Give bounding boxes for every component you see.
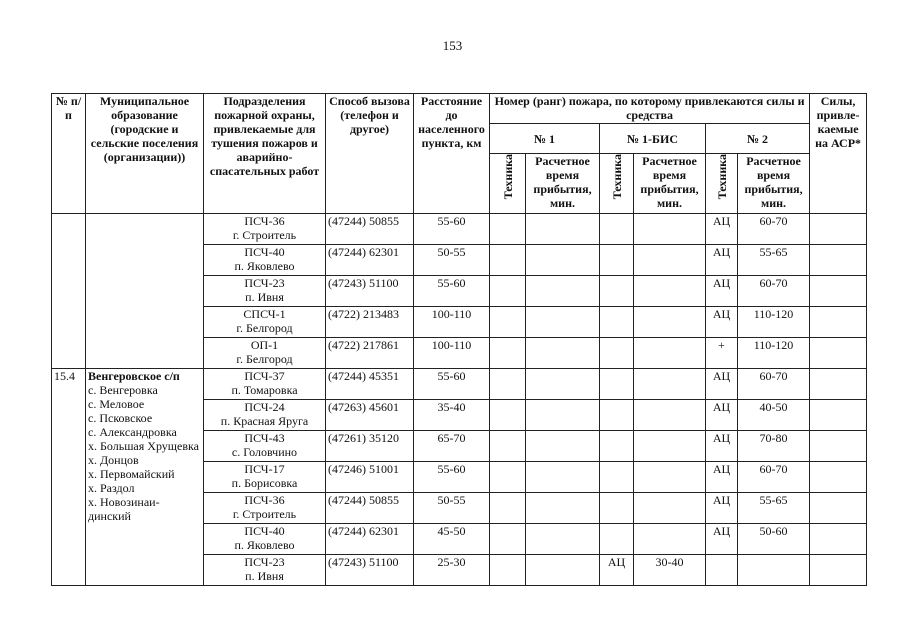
header-equipment-1: Техника bbox=[500, 154, 515, 200]
cell-ab bbox=[634, 338, 706, 369]
unit-location: п. Ивня bbox=[245, 290, 284, 304]
empty-municipality-cell bbox=[86, 307, 204, 338]
settlement-name: с. Псковское bbox=[88, 411, 153, 425]
table-row bbox=[52, 245, 867, 276]
cell-tb bbox=[600, 400, 634, 431]
section-municipality bbox=[86, 369, 204, 586]
cell-t1 bbox=[490, 462, 526, 493]
empty-municipality-cell bbox=[86, 214, 204, 245]
settlement-name: х. Донцов bbox=[88, 453, 139, 467]
municipality-name: Венгеровское с/п bbox=[88, 369, 180, 383]
cell-t2: АЦ bbox=[706, 276, 738, 307]
cell-ab: 30-40 bbox=[634, 555, 706, 586]
unit-cell bbox=[204, 524, 326, 555]
cell-ab bbox=[634, 462, 706, 493]
header-arrival-1: Расчетное время прибытия, мин. bbox=[526, 154, 600, 214]
cell-t2: АЦ bbox=[706, 245, 738, 276]
cell-tb bbox=[600, 338, 634, 369]
settlement-name: х. Первомайский bbox=[88, 467, 175, 481]
cell-t2: АЦ bbox=[706, 400, 738, 431]
cell-ab bbox=[634, 369, 706, 400]
settlement-name: с. Меловое bbox=[88, 397, 145, 411]
unit-location: г. Белгород bbox=[236, 321, 293, 335]
cell-ab bbox=[634, 214, 706, 245]
cell-asr bbox=[810, 400, 867, 431]
settlement-name: х. Новозинаи-динский bbox=[88, 495, 160, 523]
unit-location: г. Строитель bbox=[232, 228, 297, 242]
unit-cell bbox=[204, 307, 326, 338]
cell-t2: АЦ bbox=[706, 493, 738, 524]
settlement-name: х. Большая Хрущевка bbox=[88, 439, 199, 453]
cell-phone: (4722) 217861 bbox=[326, 338, 414, 369]
cell-t1 bbox=[490, 245, 526, 276]
cell-phone: (47244) 45351 bbox=[326, 369, 414, 400]
cell-dist: 65-70 bbox=[414, 431, 490, 462]
unit-name: ПСЧ-36 bbox=[244, 493, 285, 507]
empty-num-cell bbox=[52, 338, 86, 369]
cell-dist: 100-110 bbox=[414, 307, 490, 338]
cell-a2: 60-70 bbox=[738, 214, 810, 245]
cell-dist: 55-60 bbox=[414, 462, 490, 493]
unit-location: п. Яковлево bbox=[234, 538, 295, 552]
cell-t2: АЦ bbox=[706, 431, 738, 462]
unit-cell bbox=[204, 369, 326, 400]
cell-dist: 55-60 bbox=[414, 276, 490, 307]
cell-a1 bbox=[526, 307, 600, 338]
cell-dist: 55-60 bbox=[414, 214, 490, 245]
cell-t1 bbox=[490, 493, 526, 524]
cell-a2: 60-70 bbox=[738, 276, 810, 307]
cell-dist: 35-40 bbox=[414, 400, 490, 431]
header-arrival-2: Расчетное время прибытия, мин. bbox=[738, 154, 810, 214]
header-distance: Расстояние до населенного пункта, км bbox=[414, 94, 490, 214]
cell-a2: 110-120 bbox=[738, 307, 810, 338]
page-number: 153 bbox=[442, 38, 463, 53]
cell-asr bbox=[810, 369, 867, 400]
cell-a1 bbox=[526, 555, 600, 586]
cell-t1 bbox=[490, 338, 526, 369]
header-equipment-2: Техника bbox=[714, 154, 729, 200]
cell-a1 bbox=[526, 214, 600, 245]
unit-cell bbox=[204, 338, 326, 369]
cell-t2: + bbox=[706, 338, 738, 369]
cell-dist: 25-30 bbox=[414, 555, 490, 586]
header-asr: Силы, привле-каемые на АСР* bbox=[810, 94, 867, 214]
cell-a1 bbox=[526, 524, 600, 555]
empty-municipality-cell bbox=[86, 338, 204, 369]
cell-phone: (47261) 35120 bbox=[326, 431, 414, 462]
unit-location: п. Ивня bbox=[245, 569, 284, 583]
unit-cell bbox=[204, 493, 326, 524]
cell-asr bbox=[810, 307, 867, 338]
cell-a2: 55-65 bbox=[738, 493, 810, 524]
cell-t1 bbox=[490, 524, 526, 555]
cell-ab bbox=[634, 276, 706, 307]
cell-a2: 40-50 bbox=[738, 400, 810, 431]
cell-dist: 55-60 bbox=[414, 369, 490, 400]
cell-phone: (47244) 50855 bbox=[326, 214, 414, 245]
cell-asr bbox=[810, 462, 867, 493]
cell-dist: 100-110 bbox=[414, 338, 490, 369]
unit-name: ПСЧ-23 bbox=[244, 276, 285, 290]
section-number: 15.4 bbox=[52, 369, 86, 586]
settlement-name: с. Александровка bbox=[88, 425, 177, 439]
cell-a2: 110-120 bbox=[738, 338, 810, 369]
unit-name: ПСЧ-43 bbox=[244, 431, 285, 445]
unit-location: п. Красная Яруга bbox=[220, 414, 309, 428]
header-rank-1-bis: № 1-БИС bbox=[600, 124, 706, 154]
unit-location: г. Белгород bbox=[236, 352, 293, 366]
cell-tb bbox=[600, 431, 634, 462]
empty-municipality-cell bbox=[86, 245, 204, 276]
cell-t2: АЦ bbox=[706, 307, 738, 338]
cell-dist: 45-50 bbox=[414, 524, 490, 555]
empty-num-cell bbox=[52, 276, 86, 307]
table-row bbox=[52, 214, 867, 245]
cell-phone: (47243) 51100 bbox=[326, 555, 414, 586]
cell-dist: 50-55 bbox=[414, 245, 490, 276]
cell-asr bbox=[810, 555, 867, 586]
cell-asr bbox=[810, 276, 867, 307]
cell-ab bbox=[634, 431, 706, 462]
table-row bbox=[52, 307, 867, 338]
cell-a1 bbox=[526, 369, 600, 400]
table-body bbox=[52, 214, 867, 586]
empty-municipality-cell bbox=[86, 276, 204, 307]
unit-name: ПСЧ-23 bbox=[244, 555, 285, 569]
cell-ab bbox=[634, 245, 706, 276]
unit-cell bbox=[204, 555, 326, 586]
cell-ab bbox=[634, 524, 706, 555]
unit-name: ПСЧ-40 bbox=[244, 524, 285, 538]
header-units: Подразделения пожарной охраны, привлекаемые для тушения пожаров и аварийно-спасательных работ bbox=[204, 94, 326, 214]
cell-phone: (47244) 62301 bbox=[326, 524, 414, 555]
cell-phone: (47246) 51001 bbox=[326, 462, 414, 493]
cell-phone: (47244) 50855 bbox=[326, 493, 414, 524]
header-rank-1: № 1 bbox=[490, 124, 600, 154]
cell-t2: АЦ bbox=[706, 524, 738, 555]
unit-location: п. Яковлево bbox=[234, 259, 295, 273]
cell-tb bbox=[600, 493, 634, 524]
table-row bbox=[52, 276, 867, 307]
settlement-name: х. Раздол bbox=[88, 481, 135, 495]
unit-name: ОП-1 bbox=[250, 338, 279, 352]
cell-dist: 50-55 bbox=[414, 493, 490, 524]
cell-t1 bbox=[490, 214, 526, 245]
unit-name: ПСЧ-24 bbox=[244, 400, 285, 414]
cell-a2: 70-80 bbox=[738, 431, 810, 462]
cell-asr bbox=[810, 245, 867, 276]
fire-resources-table bbox=[51, 93, 867, 586]
cell-a2: 50-60 bbox=[738, 524, 810, 555]
unit-cell bbox=[204, 245, 326, 276]
unit-name: ПСЧ-37 bbox=[244, 369, 285, 383]
cell-asr bbox=[810, 214, 867, 245]
cell-tb bbox=[600, 369, 634, 400]
cell-asr bbox=[810, 431, 867, 462]
unit-cell bbox=[204, 462, 326, 493]
cell-t2: АЦ bbox=[706, 214, 738, 245]
unit-cell bbox=[204, 431, 326, 462]
cell-asr bbox=[810, 524, 867, 555]
header-num: № п/п bbox=[52, 94, 86, 214]
table-row bbox=[52, 369, 867, 400]
header-rank-2: № 2 bbox=[706, 124, 810, 154]
cell-a2: 60-70 bbox=[738, 369, 810, 400]
cell-tb bbox=[600, 214, 634, 245]
cell-a1 bbox=[526, 245, 600, 276]
unit-location: п. Томаровка bbox=[231, 383, 298, 397]
settlement-name: с. Венгеровка bbox=[88, 383, 158, 397]
cell-t1 bbox=[490, 369, 526, 400]
cell-tb bbox=[600, 276, 634, 307]
cell-a1 bbox=[526, 431, 600, 462]
table-row bbox=[52, 338, 867, 369]
cell-a1 bbox=[526, 462, 600, 493]
unit-location: п. Борисовка bbox=[231, 476, 298, 490]
cell-asr bbox=[810, 493, 867, 524]
unit-name: СПСЧ-1 bbox=[243, 307, 286, 321]
header-arrival-1bis: Расчетное время прибытия, мин. bbox=[634, 154, 706, 214]
cell-t2: АЦ bbox=[706, 462, 738, 493]
cell-t1 bbox=[490, 400, 526, 431]
cell-tb bbox=[600, 462, 634, 493]
cell-a1 bbox=[526, 338, 600, 369]
cell-tb bbox=[600, 307, 634, 338]
empty-num-cell bbox=[52, 307, 86, 338]
cell-tb: АЦ bbox=[600, 555, 634, 586]
header-fire-number: Номер (ранг) пожара, по которому привлекаются силы и средства bbox=[490, 94, 810, 124]
unit-name: ПСЧ-36 bbox=[244, 214, 285, 228]
empty-num-cell bbox=[52, 245, 86, 276]
unit-name: ПСЧ-17 bbox=[244, 462, 285, 476]
header-equipment-1bis: Техника bbox=[609, 154, 624, 200]
cell-phone: (47244) 62301 bbox=[326, 245, 414, 276]
cell-t1 bbox=[490, 431, 526, 462]
unit-cell bbox=[204, 276, 326, 307]
unit-name: ПСЧ-40 bbox=[244, 245, 285, 259]
unit-location: с. Головчино bbox=[231, 445, 298, 459]
cell-a1 bbox=[526, 493, 600, 524]
cell-t2 bbox=[706, 555, 738, 586]
cell-a1 bbox=[526, 276, 600, 307]
cell-ab bbox=[634, 493, 706, 524]
cell-t2: АЦ bbox=[706, 369, 738, 400]
header-call-method: Способ вызова (телефон и другое) bbox=[326, 94, 414, 214]
cell-phone: (47243) 51100 bbox=[326, 276, 414, 307]
cell-t1 bbox=[490, 276, 526, 307]
empty-num-cell bbox=[52, 214, 86, 245]
cell-t1 bbox=[490, 307, 526, 338]
cell-tb bbox=[600, 524, 634, 555]
cell-t1 bbox=[490, 555, 526, 586]
unit-location: г. Строитель bbox=[232, 507, 297, 521]
cell-ab bbox=[634, 400, 706, 431]
cell-ab bbox=[634, 307, 706, 338]
cell-tb bbox=[600, 245, 634, 276]
unit-cell bbox=[204, 400, 326, 431]
cell-phone: (4722) 213483 bbox=[326, 307, 414, 338]
cell-a1 bbox=[526, 400, 600, 431]
header-municipality: Муниципальное образование (городские и сельские поселения (организации)) bbox=[86, 94, 204, 214]
cell-a2 bbox=[738, 555, 810, 586]
cell-phone: (47263) 45601 bbox=[326, 400, 414, 431]
cell-asr bbox=[810, 338, 867, 369]
cell-a2: 55-65 bbox=[738, 245, 810, 276]
unit-cell bbox=[204, 214, 326, 245]
cell-a2: 60-70 bbox=[738, 462, 810, 493]
